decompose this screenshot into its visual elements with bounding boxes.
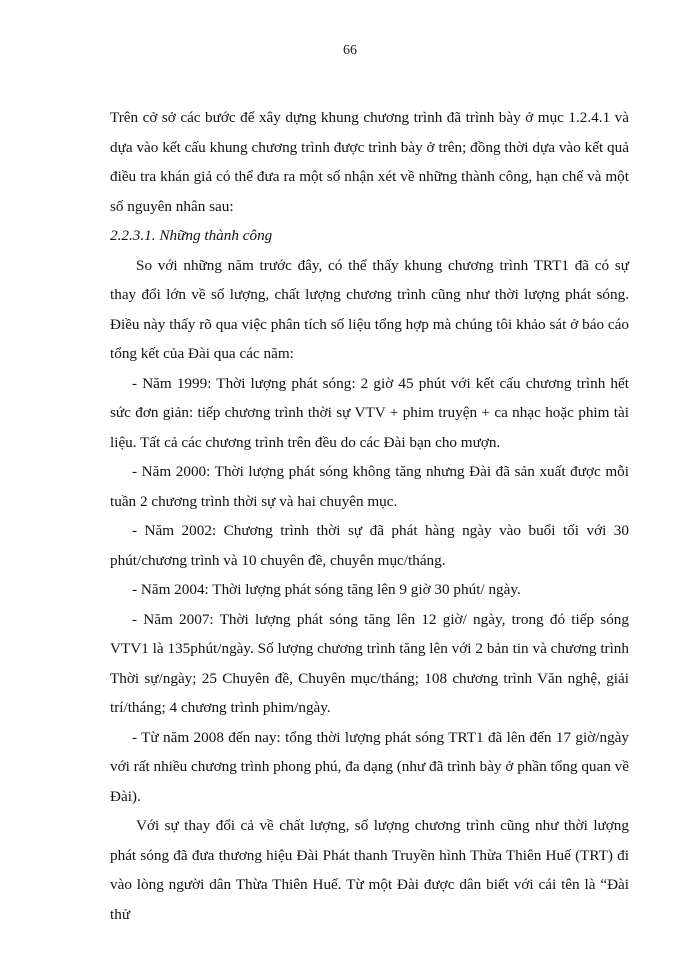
intro-paragraph: Trên cở sở các bước để xây dựng khung chương trình đã trình bày ở mục 1.2.4.1 và dựa vào kết cấu khung chương trình được trình bày ở trên; đồng thời dựa vào kết quả điều tra khán giả có thể đưa ra một số nhận xét về những thành công, hạn chế và một số nguyên nhân sau: [110,109,629,215]
closing-paragraph: Với sự thay đổi cả về chất lượng, số lượng chương trình cũng như thời lượng phát sóng đã đưa thương hiệu Đài Phát thanh Truyền hình Thừa Thiên Huế (TRT) đi vào lòng người dân Thừa Thiên Huế. Từ một Đài được dân biết với cái tên là “Đài thử [110,817,629,923]
list-item-2007: - Năm 2007: Thời lượng phát sóng tăng lên 12 giờ/ ngày, trong đó tiếp sóng VTV1 là 135phút/ngày. Số lượng chương trình tăng lên với 2 bản tin và chương trình Thời sự/ngày; 25 Chuyên đề, Chuyên mục/tháng; 108 chương trình Văn nghệ, giải trí/tháng; 4 chương trình phim/ngày. [110,610,629,716]
list-item-2008: - Từ năm 2008 đến nay: tổng thời lượng phát sóng TRT1 đã lên đến 17 giờ/ngày với rất nhiều chương trình phong phú, đa dạng (như đã trình bày ở phần tổng quan về Đài). [110,728,629,805]
page-body [110,103,629,929]
overview-paragraph: So với những năm trước đây, có thể thấy khung chương trình TRT1 đã có sự thay đổi lớn về số lượng, chất lượng chương trình cũng như thời lượng phát sóng. Điều này thấy rõ qua việc phân tích số liệu tổng hợp mà chúng tôi khảo sát ở báo cáo tổng kết của Đài qua các năm: [110,256,629,362]
section-heading: 2.2.3.1. Những thành công [110,227,273,244]
list-item-2002: - Năm 2002: Chương trình thời sự đã phát hàng ngày vào buổi tối với 30 phút/chương trình và 10 chuyên đề, chuyên mục/tháng. [110,522,629,569]
list-item-1999: - Năm 1999: Thời lượng phát sóng: 2 giờ 45 phút với kết cấu chương trình hết sức đơn giản: tiếp chương trình thời sự VTV + phim truyện + ca nhạc hoặc phim tài liệu. Tất cả các chương trình trên đều do các Đài bạn cho mượn. [110,374,629,451]
page-number: 66 [343,43,357,58]
list-item-2004: - Năm 2004: Thời lượng phát sóng tăng lên 9 giờ 30 phút/ ngày. [132,581,521,598]
list-item-2000: - Năm 2000: Thời lượng phát sóng không tăng nhưng Đài đã sản xuất được mỗi tuần 2 chương trình thời sự và hai chuyên mục. [110,463,629,510]
